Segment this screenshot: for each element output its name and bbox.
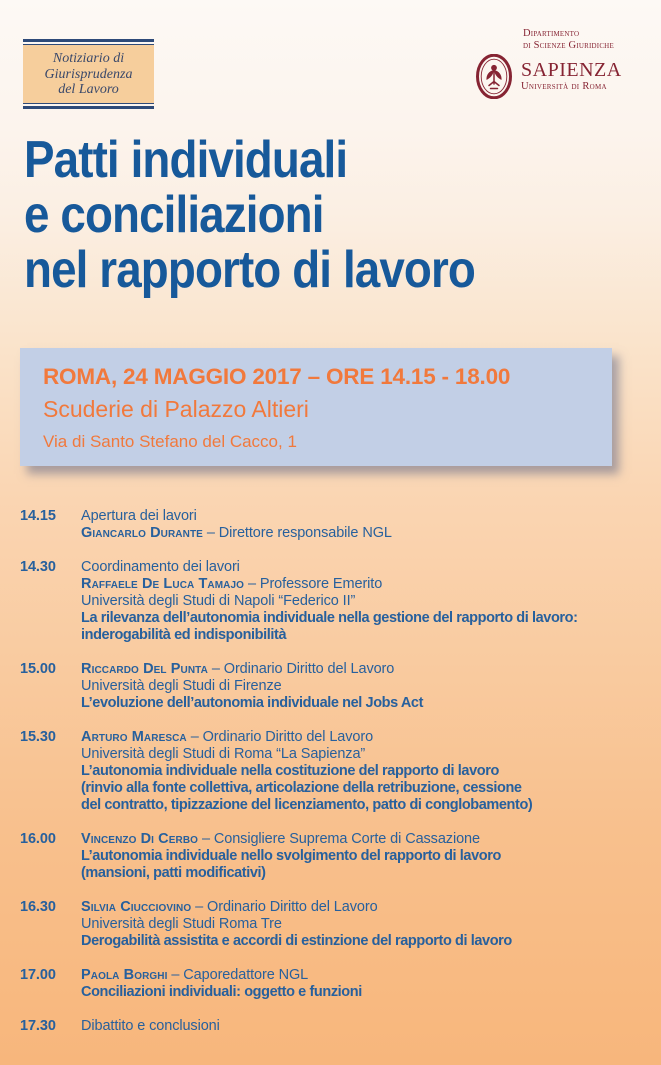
- schedule-row: [81, 967, 635, 984]
- schedule-item: [20, 967, 635, 1001]
- schedule-item: [20, 559, 635, 644]
- title-line-1: Patti individuali: [24, 131, 348, 189]
- schedule-item: [20, 1018, 635, 1035]
- schedule-rows: [81, 967, 635, 1001]
- schedule-row: inderogabilità ed indisponibilità: [81, 627, 287, 643]
- speaker-role: – Caporedattore NGL: [167, 967, 309, 983]
- schedule-row: (mansioni, patti modificativi): [81, 865, 266, 881]
- department-line-2: di Scienze Giuridiche: [523, 39, 614, 51]
- schedule-rows: [81, 508, 635, 542]
- schedule-rows: [81, 899, 635, 950]
- speaker-name: Riccardo Del Punta: [81, 661, 208, 677]
- schedule-rows: [81, 559, 635, 644]
- schedule-list: [20, 508, 635, 1052]
- schedule-row: [81, 661, 635, 678]
- speaker-name: Arturo Maresca: [81, 729, 187, 745]
- schedule-row: La rilevanza dell’autonomia individuale nella gestione del rapporto di lavoro:: [81, 610, 578, 626]
- schedule-row: Università degli Studi di Roma “La Sapienza”: [81, 746, 366, 762]
- department-line-1: Dipartimento: [523, 28, 580, 39]
- speaker-role: – Ordinario Diritto del Lavoro: [186, 729, 374, 745]
- schedule-item: [20, 729, 635, 814]
- schedule-row: L’autonomia individuale nello svolgimento del rapporto di lavoro: [81, 848, 501, 864]
- schedule-row: [81, 899, 635, 916]
- speaker-name: Raffaele De Luca Tamajo: [81, 576, 245, 592]
- speaker-name: Paola Borghi: [81, 967, 168, 983]
- schedule-rows: [81, 661, 635, 712]
- speaker-name: Silvia Ciucciovino: [81, 899, 192, 915]
- department-name: [523, 28, 614, 51]
- schedule-time: 17.00: [20, 967, 56, 983]
- schedule-row: L’autonomia individuale nella costituzione del rapporto di lavoro: [81, 763, 499, 779]
- schedule-time: 15.00: [20, 661, 56, 677]
- schedule-row: [81, 576, 635, 593]
- schedule-row: L’evoluzione dell’autonomia individuale nel Jobs Act: [81, 695, 424, 711]
- speaker-role: – Professore Emerito: [244, 576, 383, 592]
- schedule-rows: [81, 1018, 635, 1035]
- schedule-time: 17.30: [20, 1018, 56, 1034]
- schedule-rows: [81, 831, 635, 882]
- sapienza-seal-icon: [476, 54, 512, 99]
- schedule-row: [81, 729, 635, 746]
- schedule-row: (rinvio alla fonte collettiva, articolazione della retribuzione, cessione: [81, 780, 522, 796]
- schedule-time: 16.00: [20, 831, 56, 847]
- ngl-line-1: Notiziario di: [52, 51, 125, 66]
- speaker-role: – Ordinario Diritto del Lavoro: [207, 661, 395, 677]
- university-name: SAPIENZA: [521, 59, 622, 81]
- schedule-row: [81, 525, 635, 542]
- schedule-time: 14.15: [20, 508, 56, 524]
- university-wordmark: [521, 59, 622, 92]
- schedule-row: del contratto, tipizzazione del licenziamento, patto di conglobamento): [81, 797, 533, 813]
- university-subname: Università di Roma: [521, 81, 607, 92]
- page-title: [24, 133, 537, 298]
- speaker-role: – Consigliere Suprema Corte di Cassazione: [198, 831, 480, 847]
- schedule-row: Università degli Studi di Napoli “Federico II”: [81, 593, 356, 609]
- schedule-row: Derogabilità assistita e accordi di estinzione del rapporto di lavoro: [81, 933, 512, 949]
- schedule-item: [20, 831, 635, 882]
- schedule-time: 15.30: [20, 729, 56, 745]
- schedule-item: [20, 899, 635, 950]
- event-venue: Scuderie di Palazzo Altieri: [43, 396, 309, 422]
- event-info-box: [20, 348, 612, 466]
- schedule-row: Apertura dei lavori: [81, 508, 197, 524]
- schedule-time: 16.30: [20, 899, 56, 915]
- schedule-item: [20, 508, 635, 542]
- ngl-line-2: Giurisprudenza: [44, 66, 133, 82]
- schedule-item: [20, 661, 635, 712]
- schedule-row: Università degli Studi Roma Tre: [81, 916, 282, 932]
- schedule-row: Conciliazioni individuali: oggetto e funzioni: [81, 984, 362, 1000]
- ngl-line-3: del Lavoro: [58, 82, 119, 97]
- speaker-role: – Direttore responsabile NGL: [202, 525, 392, 541]
- speaker-name: Vincenzo Di Cerbo: [81, 831, 199, 847]
- event-address: Via di Santo Stefano del Cacco, 1: [43, 432, 297, 451]
- schedule-time: 14.30: [20, 559, 56, 575]
- schedule-row: Università degli Studi di Firenze: [81, 678, 282, 694]
- schedule-row: Dibattito e conclusioni: [81, 1018, 220, 1034]
- event-date-time: ROMA, 24 MAGGIO 2017 – ORE 14.15 - 18.00: [43, 364, 511, 389]
- schedule-rows: [81, 729, 635, 814]
- speaker-role: – Ordinario Diritto del Lavoro: [191, 899, 378, 915]
- schedule-row: Coordinamento dei lavori: [81, 559, 240, 575]
- title-line-3: nel rapporto di lavoro: [24, 241, 475, 299]
- speaker-name: Giancarlo Durante: [81, 525, 203, 541]
- ngl-masthead-text: [23, 44, 154, 104]
- ngl-masthead-box: [23, 39, 154, 109]
- schedule-row: [81, 831, 635, 848]
- title-line-2: e conciliazioni: [24, 186, 324, 244]
